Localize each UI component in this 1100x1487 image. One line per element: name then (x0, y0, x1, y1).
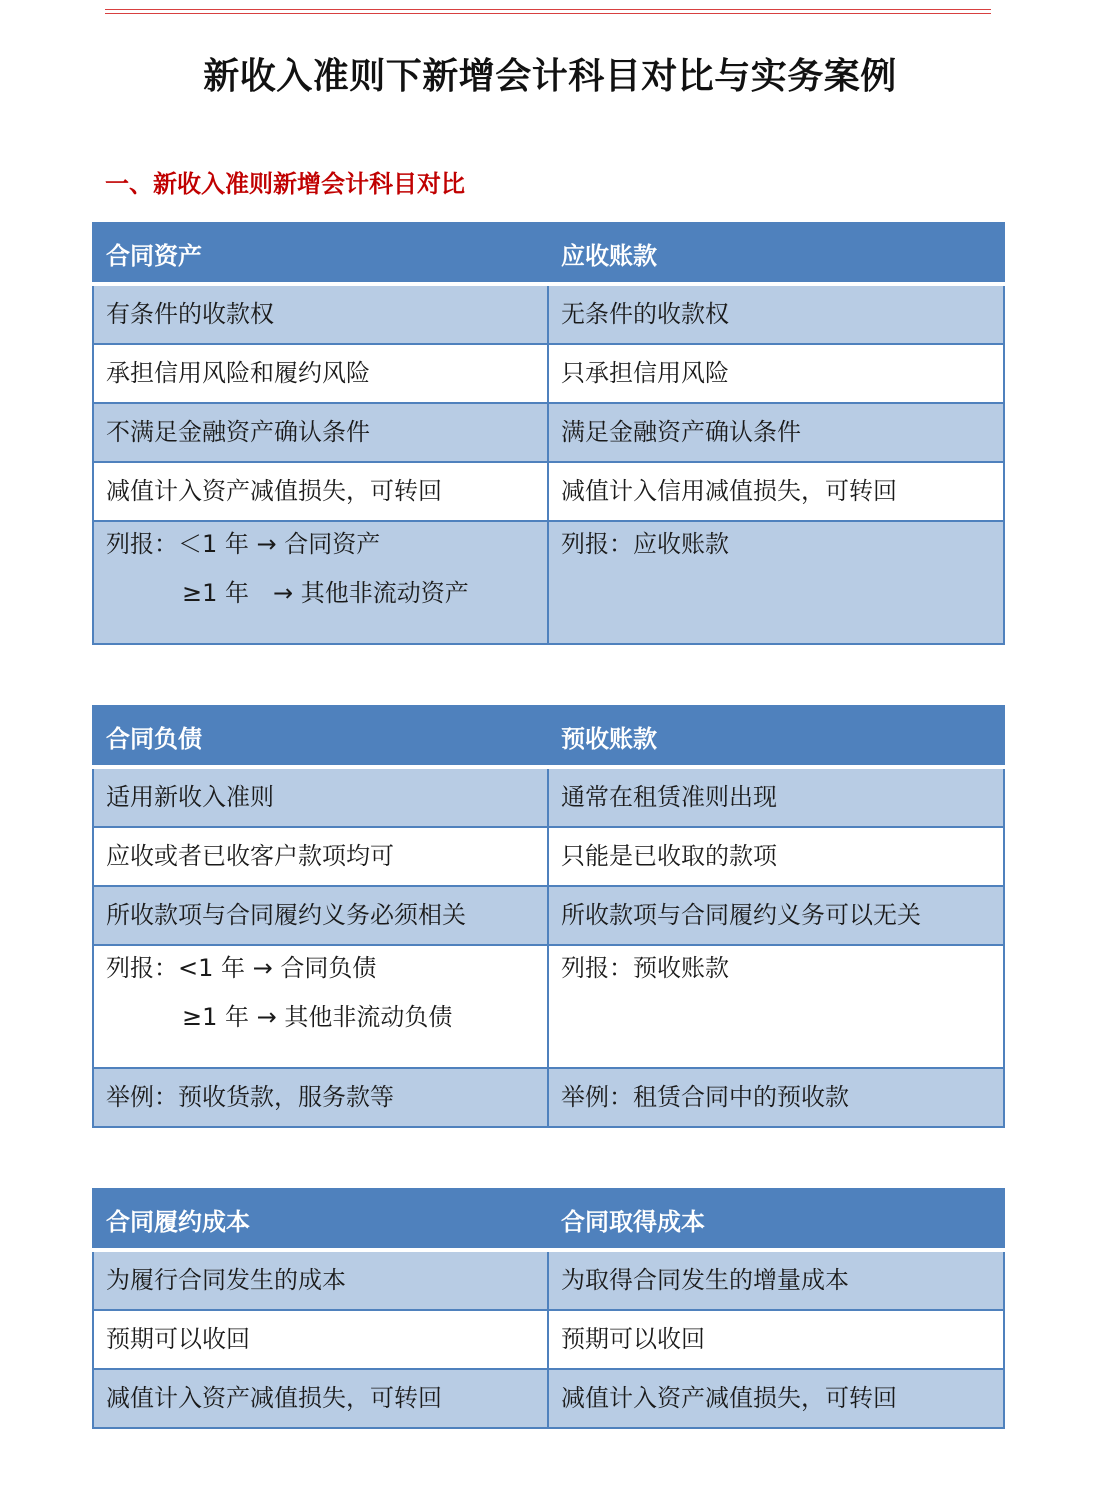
table-cell: 为取得合同发生的增量成本 (548, 1250, 1004, 1310)
section-heading: 一、新收入准则新增会计科目对比 (105, 170, 465, 198)
comparison-table-contract-costs (92, 1188, 1005, 1429)
table-cell: 列报：应收账款 (548, 521, 1004, 644)
top-red-rule (105, 9, 991, 14)
table-cell: 通常在租赁准则出现 (548, 767, 1004, 827)
table-cell: 减值计入资产减值损失，可转回 (548, 1369, 1004, 1428)
table-row (93, 462, 1004, 521)
table-cell: 无条件的收款权 (548, 284, 1004, 344)
column-header: 预收账款 (548, 706, 1004, 767)
comparison-table-contract-assets (92, 222, 1005, 645)
table-row (93, 344, 1004, 403)
table-cell (93, 521, 548, 644)
reporting-line-short-term: 列报：＜1 年 → 合同资产 (106, 530, 381, 558)
table-cell: 适用新收入准则 (93, 767, 548, 827)
table-cell: 所收款项与合同履约义务必须相关 (93, 886, 548, 945)
table-header-row (93, 1189, 1004, 1250)
table-cell: 应收或者已收客户款项均可 (93, 827, 548, 886)
table-cell: 只承担信用风险 (548, 344, 1004, 403)
table-row (93, 403, 1004, 462)
table-row (93, 767, 1004, 827)
table-row (93, 1250, 1004, 1310)
table-cell: 不满足金融资产确认条件 (93, 403, 548, 462)
reporting-line-long-term: ≥1 年 → 其他非流动资产 (182, 578, 469, 607)
table-row (93, 284, 1004, 344)
table-row (93, 886, 1004, 945)
table-row (93, 1310, 1004, 1369)
column-header: 合同履约成本 (93, 1189, 548, 1250)
table-cell: 承担信用风险和履约风险 (93, 344, 548, 403)
table-header-row (93, 706, 1004, 767)
table-cell: 预期可以收回 (93, 1310, 548, 1369)
table-cell: 满足金融资产确认条件 (548, 403, 1004, 462)
table-row (93, 827, 1004, 886)
column-header: 合同取得成本 (548, 1189, 1004, 1250)
column-header: 合同负债 (93, 706, 548, 767)
column-header: 合同资产 (93, 223, 548, 284)
table-cell: 预期可以收回 (548, 1310, 1004, 1369)
table-cell: 为履行合同发生的成本 (93, 1250, 548, 1310)
table-cell: 所收款项与合同履约义务可以无关 (548, 886, 1004, 945)
table-row-example (93, 1068, 1004, 1127)
table-row-reporting (93, 945, 1004, 1068)
table-cell: 列报：预收账款 (548, 945, 1004, 1068)
page-title: 新收入准则下新增会计科目对比与实务案例 (203, 56, 897, 97)
table-row-reporting (93, 521, 1004, 644)
table-header-row (93, 223, 1004, 284)
table-cell (93, 945, 548, 1068)
reporting-line-long-term: ≥1 年 → 其他非流动负债 (182, 1002, 453, 1031)
column-header: 应收账款 (548, 223, 1004, 284)
reporting-line-short-term: 列报：<1 年 → 合同负债 (106, 954, 377, 982)
table-row (93, 1369, 1004, 1428)
table-cell: 举例：预收货款，服务款等 (93, 1068, 548, 1127)
table-cell: 减值计入资产减值损失，可转回 (93, 462, 548, 521)
table-cell: 只能是已收取的款项 (548, 827, 1004, 886)
table-cell: 有条件的收款权 (93, 284, 548, 344)
table-cell: 减值计入资产减值损失，可转回 (93, 1369, 548, 1428)
comparison-table-contract-liabilities (92, 705, 1005, 1128)
table-cell: 减值计入信用减值损失，可转回 (548, 462, 1004, 521)
table-cell: 举例：租赁合同中的预收款 (548, 1068, 1004, 1127)
